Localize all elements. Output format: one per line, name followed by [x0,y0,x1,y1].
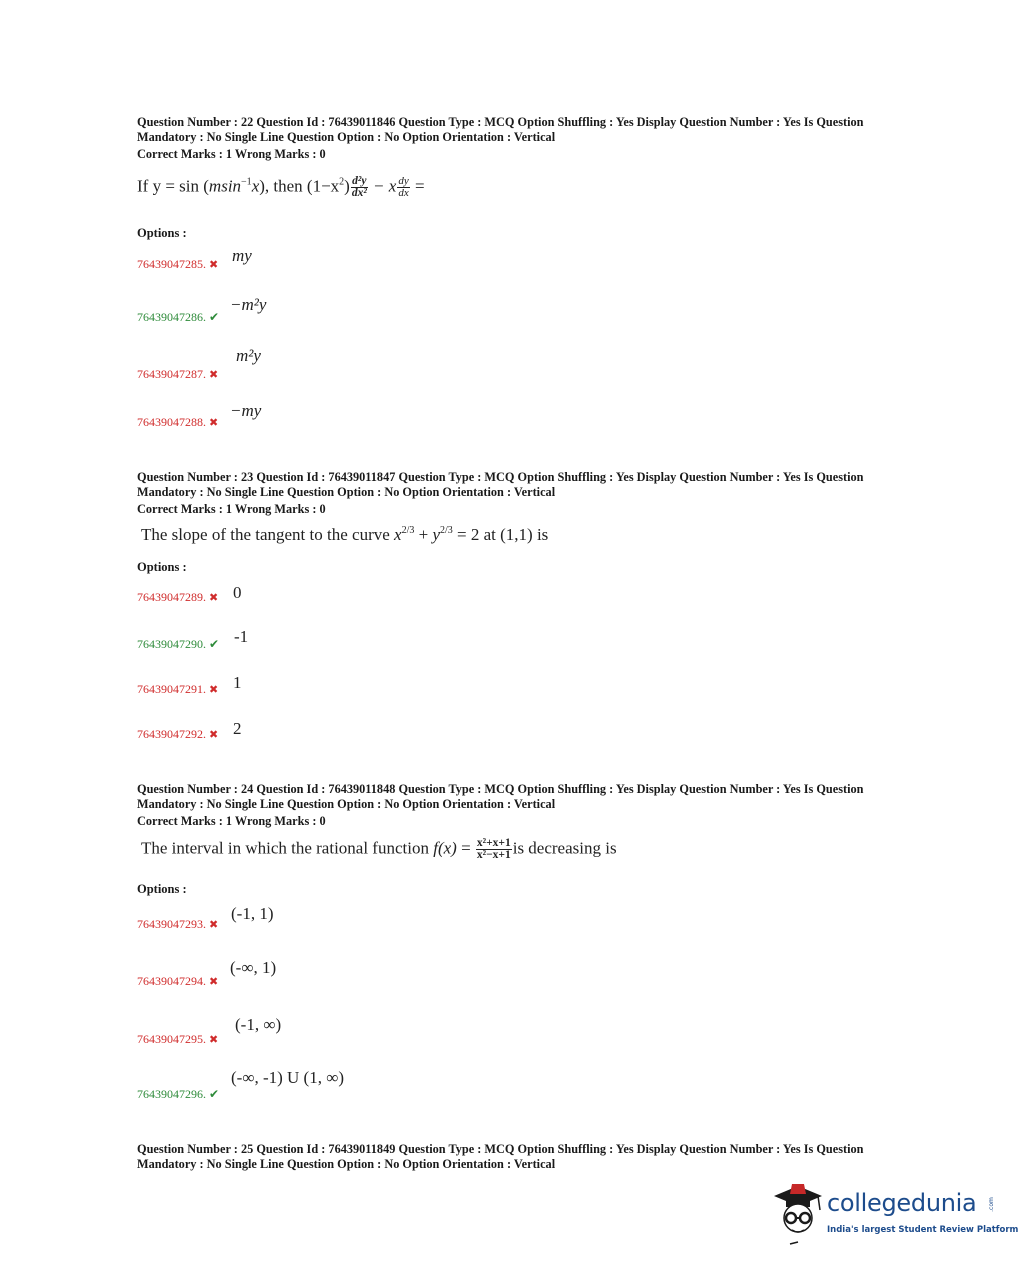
options-label: Options : [137,882,187,896]
question-meta [137,782,927,812]
frac-den: x²−x+1 [476,849,511,861]
q-m: m [208,176,222,196]
option-id [137,727,218,742]
option-id-text: 76439047285. [137,257,206,271]
q-fx: f(x) [433,838,457,858]
meta-line-1: Question Number : 25 Question Id : 76439011849 Question Type : MCQ Option Shuffling : Yes Display Question Number : Yes Is Question [137,1142,864,1156]
question-meta [137,115,927,145]
frac-num: d²y [352,175,367,187]
q-prefix: If y = sin ( [137,176,209,196]
option-value: 0 [233,583,242,602]
logo-tagline: India's largest Student Review Platform [827,1225,1019,1235]
q-plus: + [414,525,433,544]
option-id [137,637,219,652]
option-value: 2 [233,719,242,738]
q-close: ) [344,176,350,196]
option-id [137,415,218,430]
q-minus-x: − x [368,176,397,196]
cross-icon: ✖ [209,417,219,429]
option-id [137,257,218,272]
cross-icon: ✖ [209,259,219,271]
frac-den: dx [398,187,409,199]
option-id-text: 76439047296. [137,1087,206,1101]
option-id-text: 76439047291. [137,682,206,696]
check-icon: ✔ [209,1087,220,1101]
question-meta [137,470,927,500]
cross-icon: ✖ [209,729,219,741]
check-icon: ✔ [209,637,220,651]
option-value: m²y [236,346,261,365]
option-id-text: 76439047286. [137,310,206,324]
q-exp: 2/3 [440,525,453,536]
option-id [137,590,218,605]
meta-line-2: Mandatory : No Single Line Question Option : No Option Orientation : Vertical [137,130,556,144]
meta-line-2: Mandatory : No Single Line Question Option : No Option Orientation : Vertical [137,1157,556,1171]
q-mid: ), then (1−x [259,176,340,196]
cross-icon: ✖ [209,592,219,604]
q-prefix: The interval in which the rational function [141,838,434,858]
question-text [137,176,425,199]
fraction-dy-dx [397,176,409,199]
question-text [141,525,548,545]
option-id-text: 76439047294. [137,974,206,988]
option-value: (-∞, -1) U (1, ∞) [231,1068,344,1087]
cross-icon: ✖ [209,369,219,381]
option-id-text: 76439047290. [137,637,206,651]
marks-line: Correct Marks : 1 Wrong Marks : 0 [137,502,326,516]
option-value: 1 [233,673,242,692]
option-value: (-1, 1) [231,904,274,923]
meta-line-2: Mandatory : No Single Line Question Option : No Option Orientation : Vertical [137,797,556,811]
option-id-text: 76439047292. [137,727,206,741]
q-inv: −1 [241,176,252,188]
options-label: Options : [137,226,187,240]
option-id-text: 76439047287. [137,367,206,381]
marks-line: Correct Marks : 1 Wrong Marks : 0 [137,814,326,828]
meta-line-1: Question Number : 24 Question Id : 76439011848 Question Type : MCQ Option Shuffling : Yes Display Question Number : Yes Is Question [137,782,864,796]
option-id [137,310,219,325]
option-value: my [232,246,252,265]
fraction-rational [476,838,512,861]
logo-wordmark: collegedunia [827,1189,977,1217]
option-id-text: 76439047288. [137,415,206,429]
frac-num: dy [398,175,409,187]
options-label: Options : [137,560,187,574]
frac-num: x²+x+1 [476,837,511,849]
option-id [137,1087,219,1102]
meta-line-2: Mandatory : No Single Line Question Option : No Option Orientation : Vertical [137,485,556,499]
option-value: -1 [234,627,249,646]
fraction-d2y-dx2 [351,176,368,199]
q-x: x [251,176,260,196]
cross-icon: ✖ [209,684,219,696]
q-suffix: is decreasing is [512,838,617,858]
option-id-text: 76439047293. [137,917,206,931]
option-id-text: 76439047289. [137,590,206,604]
q-sq: 2 [339,176,345,188]
meta-line-1: Question Number : 23 Question Id : 76439011847 Question Type : MCQ Option Shuffling : Yes Display Question Number : Yes Is Question [137,470,864,484]
frac-den: dx² [351,187,367,199]
option-id [137,682,218,697]
q-exp: 2/3 [401,525,415,536]
question-meta [137,1142,927,1172]
option-value: −my [230,401,262,420]
option-id [137,974,218,989]
option-value: −m²y [230,295,267,314]
q-sin: sin [221,176,242,196]
q-eq: = [456,838,475,858]
check-icon: ✔ [209,310,220,324]
cross-icon: ✖ [209,976,219,988]
q-y: y [432,525,440,544]
option-id [137,917,218,932]
option-id [137,1032,218,1047]
q-prefix: The slope of the tangent to the curve [141,525,395,544]
cross-icon: ✖ [209,1034,219,1046]
logo-suffix: .com [987,1197,995,1212]
marks-line: Correct Marks : 1 Wrong Marks : 0 [137,147,326,161]
question-text [141,838,617,861]
q-x: x [394,525,402,544]
q-eq: = [410,176,425,196]
option-id-text: 76439047295. [137,1032,206,1046]
q-suffix: = 2 at (1,1) is [452,525,549,544]
option-value: (-∞, 1) [230,958,277,977]
cross-icon: ✖ [209,919,219,931]
option-value: (-1, ∞) [235,1015,282,1034]
option-id [137,367,218,382]
meta-line-1: Question Number : 22 Question Id : 76439011846 Question Type : MCQ Option Shuffling : Yes Display Question Number : Yes Is Question [137,115,864,129]
